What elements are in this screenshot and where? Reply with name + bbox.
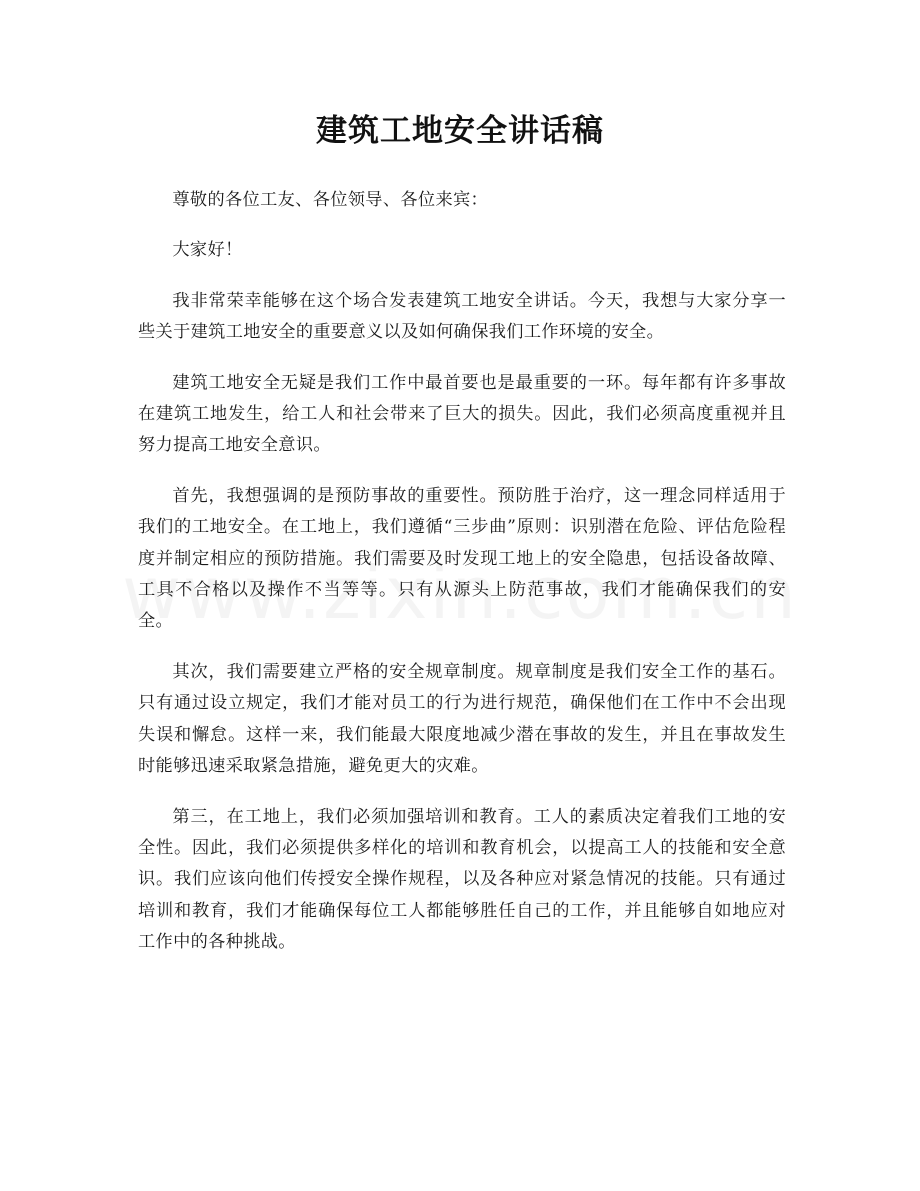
page-title: 建筑工地安全讲话稿 <box>316 113 604 149</box>
training-paragraph: 第三，在工地上，我们必须加强培训和教育。工人的素质决定着我们工地的安全性。因此，我们必须提供多样化的培训和教育机会，以提高工人的技能和安全意识。我们应该向他们传授安全操作规程，以及各种应对紧急情况的技能。只有通过培训和教育，我们才能确保每位工人都能够胜任自己的工作，并且能够自如地应对工作中的各种挑战。 <box>138 806 786 953</box>
document-body <box>138 185 786 978</box>
importance-paragraph: 建筑工地安全无疑是我们工作中最首要也是最重要的一环。每年都有许多事故在建筑工地发生，给工人和社会带来了巨大的损失。因此，我们必须高度重视并且努力提高工地安全意识。 <box>138 372 786 456</box>
intro-paragraph: 我非常荣幸能够在这个场合发表建筑工地安全讲话。今天，我想与大家分享一些关于建筑工地安全的重要意义以及如何确保我们工作环境的安全。 <box>138 290 786 343</box>
regulations-paragraph: 其次，我们需要建立严格的安全规章制度。规章制度是我们安全工作的基石。只有通过设立规定，我们才能对员工的行为进行规范，确保他们在工作中不会出现失误和懈怠。这样一来，我们能最大限度地减少潜在事故的发生，并且在事故发生时能够迅速采取紧急措施，避免更大的灾难。 <box>138 661 786 777</box>
prevention-paragraph: 首先，我想强调的是预防事故的重要性。预防胜于治疗，这一理念同样适用于我们的工地安全。在工地上，我们遵循“三步曲”原则：识别潜在危险、评估危险程度并制定相应的预防措施。我们需要及时发现工地上的安全隐患，包括设备故障、工具不合格以及操作不当等等。只有从源头上防范事故，我们才能确保我们的安全。 <box>138 485 786 632</box>
salutation-paragraph: 尊敬的各位工友、各位领导、各位来宾： <box>172 190 489 210</box>
greeting-paragraph: 大家好！ <box>172 240 243 261</box>
